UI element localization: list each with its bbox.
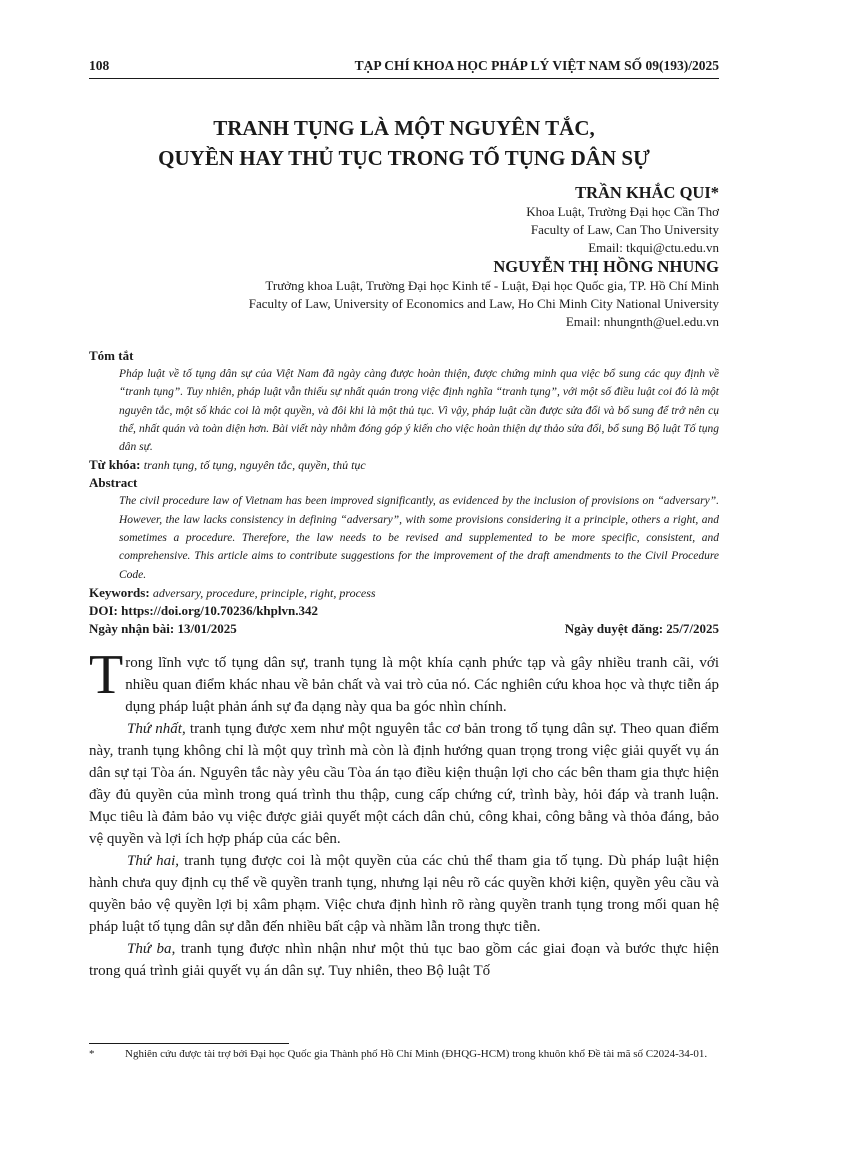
article-title: [89, 113, 719, 173]
paragraph-1-text: rong lĩnh vực tố tụng dân sự, tranh tụng là một khía cạnh phức tạp và gây nhiều tranh cãi, với nhiều quan điểm khác nhau về bản chất và vai trò của nó. Các nghiên cứu khoa học và thực tiễn áp dụng pháp luật phản ánh sự đa dạng này qua ba góc nhìn chính.: [125, 654, 719, 715]
affiliation-en: Faculty of Law, Can Tho University: [530, 222, 719, 237]
paragraph-4: [89, 938, 719, 982]
author-block-2: [89, 257, 719, 331]
summary-text: Pháp luật về tố tụng dân sự của Việt Nam đã ngày càng được hoàn thiện, được chứng minh qua việc bổ sung các quy định về “tranh tụng”. Tuy nhiên, pháp luật vẫn thiếu sự nhất quán trong việc định nghĩa “tranh tụng”, với một số điều luật coi đó là một nguyên tắc, một số khác coi là một quyền, và đôi khi là một thủ tục. Vì vậy, pháp luật cần được sửa đổi và bổ sung để trở nên cụ thể, nhất quán và toàn diện hơn. Bài viết này nhằm đóng góp ý kiến cho việc hoàn thiện dự thảo sửa đổi, bổ sung Bộ luật Tố tụng dân sự.: [119, 368, 719, 454]
article-dates: [89, 620, 719, 638]
paragraph-4-lead: Thứ ba: [127, 940, 172, 957]
received-date: Ngày nhận bài: 13/01/2025: [89, 620, 237, 636]
footnote-divider: [89, 1043, 289, 1044]
author-block-1: [89, 183, 719, 257]
author-email[interactable]: Email: nhungnth@uel.edu.vn: [565, 314, 719, 329]
doi-link[interactable]: DOI: https://doi.org/10.70236/khplvn.342: [89, 602, 318, 618]
author-name: TRẦN KHẮC QUI*: [575, 183, 719, 202]
paragraph-3-text: , tranh tụng được coi là một quyền của các chủ thể tham gia tố tụng. Dù pháp luật hiện hành chưa quy định cụ thể về quyền tranh tụng, nhưng lại nêu rõ các quyền khởi kiện, quyền yêu cầu và quyền bảo vệ quyền lợi bị xâm phạm. Việc chưa định hình rõ ràng quyền tranh tụng trong mối quan hệ pháp luật tố tụng dân sự dẫn đến nhiều bất cập và nhầm lẫn trong thực tiễn.: [89, 852, 719, 935]
page-number: 108: [89, 58, 110, 73]
keywords-vi-value: tranh tụng, tố tụng, nguyên tắc, quyền, thủ tục: [143, 458, 366, 473]
abstract-label: Abstract: [89, 475, 138, 491]
footnote: [89, 1046, 719, 1062]
accepted-date: Ngày duyệt đăng: 25/7/2025: [564, 620, 719, 636]
paragraph-1: [89, 643, 719, 718]
abstract-section: [89, 474, 719, 583]
title-line-2: QUYỀN HAY THỦ TỤC TRONG TỐ TỤNG DÂN SỰ: [158, 146, 650, 170]
abstract-text: The civil procedure law of Vietnam has been improved significantly, as evidenced by the inclusion of provisions on “adversary”. However, the law lacks consistency in defining “adversary”, with some provisions considering it a principle, others a right, and sometimes a procedure. Therefore, the law needs to be revised and supplemented to be more specific, consistent, and comprehensive. This article aims to contribute suggestions for the improvement of the draft amendments to the Civil Procedure Code.: [119, 495, 719, 581]
drop-cap: T: [89, 643, 124, 706]
summary-label: Tóm tắt: [89, 348, 134, 363]
keywords-en: [89, 584, 719, 602]
affiliation-vi: Trưởng khoa Luật, Trường Đại học Kinh tế - Luật, Đại học Quốc gia, TP. Hồ Chí Minh: [265, 278, 719, 293]
author-email[interactable]: Email: tkqui@ctu.edu.vn: [588, 240, 719, 255]
keywords-en-label: Keywords:: [89, 584, 150, 600]
title-line-1: TRANH TỤNG LÀ MỘT NGUYÊN TẮC,: [213, 116, 595, 140]
affiliation-en: Faculty of Law, University of Economics and Law, Ho Chi Minh City National University: [248, 296, 719, 311]
paragraph-4-text: , tranh tụng được nhìn nhận như một thủ tục bao gồm các giai đoạn và bước thực hiện trong quá trình giải quyết vụ án dân sự. Tuy nhiên, theo Bộ luật Tố: [89, 940, 719, 979]
paragraph-3: [89, 850, 719, 938]
article-page: [89, 58, 719, 982]
footnote-text: Nghiên cứu được tài trợ bởi Đại học Quốc gia Thành phố Hồ Chí Minh (ĐHQG-HCM) trong khuôn khổ Đề tài mã số C2024-34-01.: [125, 1048, 708, 1060]
keywords-vi: [89, 456, 719, 474]
paragraph-2-lead: Thứ nhất: [127, 720, 182, 737]
keywords-en-value: adversary, procedure, principle, right, process: [152, 585, 376, 600]
journal-title: TẠP CHÍ KHOA HỌC PHÁP LÝ VIỆT NAM SỐ 09(193)/2025: [354, 58, 719, 73]
paragraph-2: [89, 718, 719, 850]
paragraph-2-text: , tranh tụng được xem như một nguyên tắc cơ bản trong tố tụng dân sự. Theo quan điểm này, tranh tụng không chỉ là một quy trình mà còn là định hướng quan trọng trong việc giải quyết vụ án dân sự tại Tòa án. Nguyên tắc này yêu cầu Tòa án tạo điều kiện thuận lợi cho các bên tham gia thực hiện đầy đủ quyền của mình trong quá trình thu thập, cung cấp chứng cứ, trình bày, hỏi đáp và tranh luận. Mục tiêu là đảm bảo vụ việc được giải quyết một cách dân chủ, công khai, công bằng và thỏa đáng, bảo vệ quyền và lợi ích hợp pháp của các bên.: [89, 720, 719, 847]
summary-section: [89, 347, 719, 456]
running-head: [89, 58, 719, 79]
keywords-vi-label: Từ khóa:: [89, 457, 141, 473]
author-name: NGUYỄN THỊ HỒNG NHUNG: [493, 257, 719, 276]
affiliation-vi: Khoa Luật, Trường Đại học Cần Thơ: [526, 204, 719, 219]
paragraph-3-lead: Thứ hai: [127, 852, 176, 869]
article-body: [89, 643, 719, 982]
footnote-mark: *: [89, 1048, 95, 1060]
